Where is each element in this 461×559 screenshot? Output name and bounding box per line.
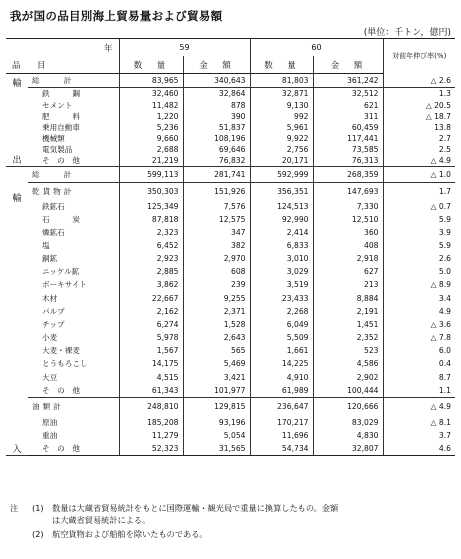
quantity-cell: 22,667	[119, 292, 183, 305]
item-label: 乗用自動車	[42, 122, 80, 132]
table-row	[6, 122, 455, 133]
amount-cell: 32,864	[183, 88, 250, 100]
side-char: 輸	[12, 194, 22, 204]
amount-cell: 8,884	[313, 292, 383, 305]
quantity-cell: 350,303	[119, 183, 183, 199]
item-label: 肥 料	[42, 111, 80, 121]
growth-cell: 2.6	[383, 252, 455, 265]
notes-label: 注	[10, 503, 19, 513]
amount-cell: 408	[313, 239, 383, 252]
amount-cell: 151,926	[183, 183, 250, 199]
quantity-cell: 6,274	[119, 318, 183, 331]
quantity-cell: 170,217	[250, 416, 313, 429]
quantity-cell: 3,010	[250, 252, 313, 265]
quantity-cell: 21,219	[119, 155, 183, 167]
year2-header: 60	[250, 39, 383, 57]
growth-cell: △ 1.0	[383, 167, 455, 183]
quantity-cell: 236,647	[250, 397, 313, 416]
amount-cell: 340,643	[183, 74, 250, 88]
amount-cell: 1,451	[313, 318, 383, 331]
item-label: 鉄鉱石	[42, 201, 65, 211]
amount-cell: 73,585	[313, 144, 383, 155]
amount-cell: 2,918	[313, 252, 383, 265]
amount-cell: 2,352	[313, 331, 383, 344]
table-row	[6, 265, 455, 278]
growth-cell: 8.7	[383, 370, 455, 383]
table-row	[6, 384, 455, 398]
amount-cell: 2,371	[183, 305, 250, 318]
item-label: パルプ	[42, 306, 65, 316]
amount-cell: 93,196	[183, 416, 250, 429]
table-row	[6, 226, 455, 239]
amount-cell: 2,191	[313, 305, 383, 318]
table-row	[6, 74, 455, 88]
amount-cell: 101,977	[183, 384, 250, 398]
amount-cell: 7,330	[313, 199, 383, 212]
item-label: ニッケル鉱	[42, 267, 80, 277]
growth-cell: △ 3.6	[383, 318, 455, 331]
quantity-cell: 2,923	[119, 252, 183, 265]
amount-cell: 60,459	[313, 122, 383, 133]
quantity-cell: 6,833	[250, 239, 313, 252]
amount-cell: 147,693	[313, 183, 383, 199]
amount-cell: 239	[183, 278, 250, 291]
amount-cell: 523	[313, 344, 383, 357]
item-label: 機械類	[42, 133, 65, 143]
table-row	[6, 213, 455, 226]
year1-header: 59	[119, 39, 250, 57]
item-label: 大麦・裸麦	[42, 346, 80, 356]
amount-cell: 627	[313, 265, 383, 278]
amount-cell: 76,313	[313, 155, 383, 167]
amount-cell: 2,902	[313, 370, 383, 383]
item-label: そ の 他	[42, 385, 80, 395]
table-row	[6, 442, 455, 456]
table-row	[6, 331, 455, 344]
quantity-cell: 54,734	[250, 442, 313, 456]
amount-cell: 4,830	[313, 429, 383, 442]
table-row	[6, 183, 455, 199]
quantity-cell: 83,965	[119, 74, 183, 88]
growth-cell: 13.8	[383, 122, 455, 133]
table-row	[6, 111, 455, 122]
amount-cell: 120,666	[313, 397, 383, 416]
amount-cell: 213	[313, 278, 383, 291]
note-text: 航空貨物および船舶を除いたものである。	[52, 529, 208, 539]
item-label: 塩	[42, 240, 50, 250]
quantity-cell: 2,268	[250, 305, 313, 318]
table-row	[6, 397, 455, 416]
amount-cell: 311	[313, 111, 383, 122]
amount-cell: 5,054	[183, 429, 250, 442]
quantity-cell: 11,279	[119, 429, 183, 442]
amount-cell: 4,586	[313, 357, 383, 370]
table-row	[6, 199, 455, 212]
amount-cell: 347	[183, 226, 250, 239]
item-label: 木材	[42, 293, 58, 303]
growth-cell: 2.7	[383, 133, 455, 144]
item-label: そ の 他	[28, 442, 119, 456]
amount-cell: 100,444	[313, 384, 383, 398]
item-label: チップ	[42, 319, 65, 329]
amount-cell: 608	[183, 265, 250, 278]
amount-header: 金 額	[313, 56, 383, 74]
quantity-cell: 14,225	[250, 357, 313, 370]
quantity-cell: 2,414	[250, 226, 313, 239]
table-row	[6, 88, 455, 100]
table-row	[6, 239, 455, 252]
amount-cell: 281,741	[183, 167, 250, 183]
quantity-cell: 125,349	[119, 199, 183, 212]
quantity-cell: 2,688	[119, 144, 183, 155]
quantity-cell: 3,862	[119, 278, 183, 291]
quantity-cell: 23,433	[250, 292, 313, 305]
growth-cell: 5.0	[383, 265, 455, 278]
amount-cell: 7,576	[183, 199, 250, 212]
quantity-cell: 2,323	[119, 226, 183, 239]
quantity-header: 数 量	[119, 56, 183, 74]
table-row	[6, 318, 455, 331]
growth-cell: 3.9	[383, 226, 455, 239]
quantity-cell: 87,818	[119, 213, 183, 226]
growth-cell: 3.7	[383, 429, 455, 442]
quantity-cell: 2,756	[250, 144, 313, 155]
amount-cell: 51,837	[183, 122, 250, 133]
item-label: 重油	[42, 430, 58, 440]
amount-cell: 129,815	[183, 397, 250, 416]
quantity-cell: 9,922	[250, 133, 313, 144]
quantity-cell: 5,509	[250, 331, 313, 344]
side-char: 輸	[12, 79, 22, 89]
amount-cell: 5,469	[183, 357, 250, 370]
amount-cell: 878	[183, 100, 250, 111]
quantity-cell: 9,660	[119, 133, 183, 144]
note-text: 数量は大蔵省貿易統計をもとに国際運輸・観光局で重量に換算したもの。金額	[52, 503, 339, 513]
amount-cell: 3,421	[183, 370, 250, 383]
item-label: とうもろこし	[42, 359, 88, 369]
amount-cell: 360	[313, 226, 383, 239]
unit-note: (単位：千トン，億円)	[363, 28, 451, 38]
item-label: 大豆	[42, 372, 58, 382]
growth-cell: 6.0	[383, 344, 455, 357]
growth-cell: 5.9	[383, 213, 455, 226]
amount-cell: 32,512	[313, 88, 383, 100]
quantity-cell: 5,236	[119, 122, 183, 133]
quantity-cell: 5,978	[119, 331, 183, 344]
growth-cell: △ 2.6	[383, 74, 455, 88]
section-side-label	[6, 167, 28, 456]
amount-cell: 12,575	[183, 213, 250, 226]
growth-cell: 2.5	[383, 144, 455, 155]
table-row	[6, 133, 455, 144]
growth-cell: △ 4.9	[383, 155, 455, 167]
table-row	[6, 344, 455, 357]
table-row	[6, 429, 455, 442]
amount-cell: 69,646	[183, 144, 250, 155]
item-header-label: 品 目	[6, 56, 119, 74]
amount-cell: 268,359	[313, 167, 383, 183]
amount-cell: 565	[183, 344, 250, 357]
growth-cell: 5.9	[383, 239, 455, 252]
item-label: 燐鉱石	[42, 227, 65, 237]
growth-cell: △ 4.9	[383, 397, 455, 416]
quantity-cell: 599,113	[119, 167, 183, 183]
quantity-header: 数 量	[250, 56, 313, 74]
table-row	[6, 357, 455, 370]
quantity-cell: 2,162	[119, 305, 183, 318]
quantity-cell: 185,208	[119, 416, 183, 429]
quantity-cell: 52,323	[119, 442, 183, 456]
quantity-cell: 61,989	[250, 384, 313, 398]
quantity-cell: 992	[250, 111, 313, 122]
item-label: 油類計	[28, 397, 119, 416]
amount-cell: 361,242	[313, 74, 383, 88]
table-row	[6, 370, 455, 383]
growth-cell: △ 0.7	[383, 199, 455, 212]
quantity-cell: 3,519	[250, 278, 313, 291]
quantity-cell: 9,130	[250, 100, 313, 111]
amount-cell: 83,029	[313, 416, 383, 429]
growth-cell: △ 7.8	[383, 331, 455, 344]
growth-cell: 0.4	[383, 357, 455, 370]
amount-cell: 621	[313, 100, 383, 111]
growth-cell: △ 8.1	[383, 416, 455, 429]
table-row	[6, 100, 455, 111]
section-side-label	[6, 74, 28, 167]
item-label: 銅鉱	[42, 254, 58, 264]
table-row	[6, 278, 455, 291]
item-label: ボーキサイト	[42, 280, 88, 290]
quantity-cell: 32,871	[250, 88, 313, 100]
quantity-cell: 2,885	[119, 265, 183, 278]
table-row	[6, 305, 455, 318]
growth-header: 対前年伸び率(%)	[383, 39, 455, 74]
quantity-cell: 248,810	[119, 397, 183, 416]
table-row	[6, 167, 455, 183]
quantity-cell: 11,696	[250, 429, 313, 442]
quantity-cell: 92,990	[250, 213, 313, 226]
trade-table	[6, 38, 455, 456]
quantity-cell: 6,049	[250, 318, 313, 331]
amount-header: 金 額	[183, 56, 250, 74]
quantity-cell: 4,515	[119, 370, 183, 383]
quantity-cell: 124,513	[250, 199, 313, 212]
table-row	[6, 155, 455, 167]
amount-cell: 1,528	[183, 318, 250, 331]
quantity-cell: 32,460	[119, 88, 183, 100]
item-label: 総 計	[28, 74, 119, 88]
item-label: 鉄 鋼	[42, 89, 80, 99]
table-row	[6, 416, 455, 429]
note-number: (1)	[32, 503, 44, 513]
quantity-cell: 6,452	[119, 239, 183, 252]
quantity-cell: 5,961	[250, 122, 313, 133]
amount-cell: 76,832	[183, 155, 250, 167]
quantity-cell: 61,343	[119, 384, 183, 398]
table-row	[6, 144, 455, 155]
item-label: セメント	[42, 100, 73, 110]
amount-cell: 12,510	[313, 213, 383, 226]
growth-cell: △ 18.7	[383, 111, 455, 122]
notes	[10, 502, 338, 540]
growth-cell: 3.4	[383, 292, 455, 305]
side-char: 出	[12, 156, 22, 166]
amount-cell: 2,643	[183, 331, 250, 344]
year-header-label: 年	[28, 39, 119, 57]
page-title: 我が国の品目別海上貿易量および貿易額	[10, 9, 223, 23]
amount-cell: 382	[183, 239, 250, 252]
amount-cell: 108,196	[183, 133, 250, 144]
item-label: 総 計	[28, 167, 119, 183]
amount-cell: 117,441	[313, 133, 383, 144]
growth-cell: 1.1	[383, 384, 455, 398]
growth-cell: △ 20.5	[383, 100, 455, 111]
amount-cell: 390	[183, 111, 250, 122]
quantity-cell: 3,029	[250, 265, 313, 278]
quantity-cell: 1,661	[250, 344, 313, 357]
quantity-cell: 356,351	[250, 183, 313, 199]
quantity-cell: 14,175	[119, 357, 183, 370]
amount-cell: 9,255	[183, 292, 250, 305]
note-text: は大蔵省貿易統計による。	[52, 515, 151, 525]
quantity-cell: 1,567	[119, 344, 183, 357]
amount-cell: 32,807	[313, 442, 383, 456]
growth-cell: 1.7	[383, 183, 455, 199]
item-label: 小麦	[42, 333, 58, 343]
quantity-cell: 11,482	[119, 100, 183, 111]
growth-cell: 4.6	[383, 442, 455, 456]
quantity-cell: 592,999	[250, 167, 313, 183]
growth-cell: △ 8.9	[383, 278, 455, 291]
quantity-cell: 1,220	[119, 111, 183, 122]
amount-cell: 31,565	[183, 442, 250, 456]
amount-cell: 2,970	[183, 252, 250, 265]
table-row	[6, 252, 455, 265]
item-label: 石 炭	[42, 214, 80, 224]
table-row	[6, 292, 455, 305]
quantity-cell: 81,803	[250, 74, 313, 88]
quantity-cell: 4,910	[250, 370, 313, 383]
item-label: そ の 他	[42, 155, 80, 165]
growth-cell: 4.9	[383, 305, 455, 318]
item-label: 電気製品	[42, 144, 73, 154]
growth-cell: 1.3	[383, 88, 455, 100]
side-char: 入	[12, 445, 22, 455]
item-label: 原油	[42, 417, 58, 427]
quantity-cell: 20,171	[250, 155, 313, 167]
note-number: (2)	[32, 529, 44, 539]
item-label: 乾貨物計	[32, 186, 75, 196]
